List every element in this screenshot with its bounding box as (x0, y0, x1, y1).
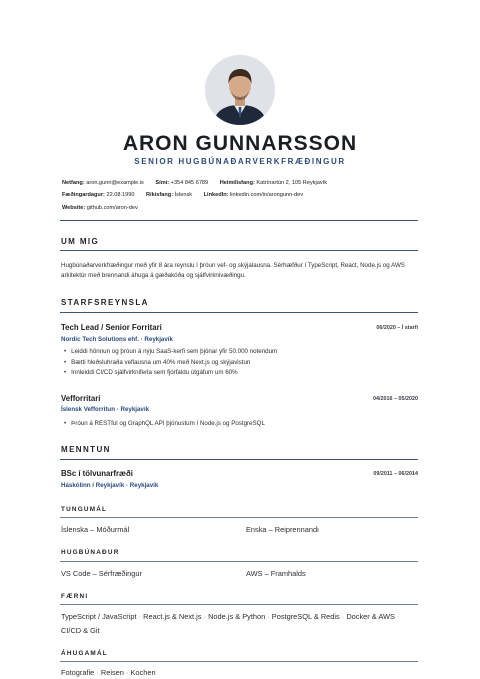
skill-item: Docker & AWS (346, 612, 395, 621)
list-item: • Leiddi hönnun og þróun á nýju SaaS-kerfi sem þjónar yfir 50.000 notendum (64, 347, 277, 358)
birthdate-entry (62, 192, 134, 198)
linkedin-label: LinkedIn: (203, 192, 229, 198)
section-divider (60, 517, 418, 518)
list-item: • Innleiddi CI/CD sjálfvirkniferla sem fjórfaldu útgáfum um 60% (64, 368, 277, 379)
skill-item: Node.js & Python (208, 612, 266, 621)
email-label: Netfang: (62, 180, 85, 186)
skill-item: TypeScript / JavaScript (61, 612, 137, 621)
job-title: Vefforritari (61, 394, 101, 403)
hobby-item: Fotografie (61, 668, 95, 677)
section-divider (60, 459, 418, 460)
phone-entry[interactable] (155, 180, 208, 186)
skill-item: PostgreSQL & Redis (271, 612, 340, 621)
about-text: Hugbúnaðarverkfræðingur með yfir 8 ára reynslu í þróun vef- og skýjalausna. Sérhæfður í TypeScript, React, Node.js og AWS arkitektúr með brennandi áhuga á gæðakóða og sjálfvirknivæðingu. (61, 262, 405, 279)
degree-title: BSc í tölvunarfræði (61, 469, 133, 478)
section-divider (60, 604, 418, 605)
section-divider (60, 250, 418, 251)
contact-row (62, 205, 148, 211)
website-entry[interactable] (62, 205, 138, 211)
job-date: 06/2020 – Í starfi (376, 325, 418, 331)
profile-photo (205, 55, 275, 125)
hobby-item: Kochen (130, 668, 156, 677)
section-divider (60, 312, 418, 313)
job-organization: Nordic Tech Solutions ehf. · Reykjavík (61, 336, 173, 343)
list-item: • Bætti hleðsluhraða veflausna um 40% með Next.js og skýjavistun (64, 358, 277, 369)
email-value: aron.gunn@example.is (86, 180, 144, 186)
email-entry[interactable] (62, 180, 144, 186)
job-date: 04/2016 – 05/2020 (373, 396, 418, 402)
person-portrait-icon (205, 55, 275, 125)
address-entry (220, 180, 327, 186)
phone-value: +354 845 6789 (170, 180, 209, 186)
phone-label: Sími: (155, 180, 170, 186)
linkedin-value: linkedin.com/in/arongunn-dev (230, 192, 304, 198)
software-item: VS Code – Sérfræðingur (61, 569, 142, 578)
section-divider (60, 561, 418, 562)
section-title-experience: STARFSREYNSLA (61, 298, 149, 307)
full-name: ARON GUNNARSSON (122, 132, 358, 155)
section-title-about: UM MIG (61, 237, 100, 246)
school-name: Háskólinn í Reykjavík · Reykjavík (61, 482, 159, 489)
job-title: Tech Lead / Senior Forritari (61, 323, 162, 332)
nationality-label: Ríkisfang: (146, 192, 174, 198)
language-item: Íslenska – Móðurmál (61, 525, 130, 534)
website-label: Website: (62, 205, 86, 211)
address-label: Heimilisfang: (219, 180, 255, 186)
header-divider (60, 220, 418, 221)
address-value: Katrínartún 2, 105 Reykjavík (256, 180, 328, 186)
birthdate-label: Fæðingardagur: (62, 192, 105, 198)
linkedin-entry[interactable] (204, 192, 304, 198)
contact-row (62, 192, 313, 198)
job-achievements (64, 347, 277, 379)
education-date: 09/2011 – 06/2014 (373, 471, 418, 477)
section-title-languages: TUNGUMÁL (61, 506, 108, 513)
job-organization: Íslensk Vefforritun · Reykjavík (61, 406, 150, 413)
job-achievements (64, 419, 265, 430)
contact-row (62, 180, 337, 186)
section-title-skills: FÆRNI (61, 593, 89, 600)
website-value: github.com/aron-dev (86, 205, 138, 211)
section-title-software: HUGBÚNAÐUR (61, 549, 120, 556)
list-item: • Þróun á RESTful og GraphQL API þjónustum í Node.js og PostgreSQL (64, 419, 265, 430)
section-divider (60, 661, 418, 662)
section-title-hobbies: ÁHUGAMÁL (61, 650, 108, 657)
hobbies-list: Fotografie · Reisen · Kochen (61, 668, 156, 677)
nationality-entry (146, 192, 192, 198)
hobby-item: Reisen (100, 668, 124, 677)
language-item: Enska – Reiprennandi (246, 525, 319, 534)
skill-item: React.js & Next.js (143, 612, 202, 621)
software-item: AWS – Framhalds (246, 569, 306, 578)
birthdate-value: 22.08.1990 (106, 192, 135, 198)
section-title-education: MENNTUN (61, 445, 111, 454)
job-role-title: SENIOR HUGBÚNAÐARVERKFRÆÐINGUR (134, 157, 346, 166)
skill-item: CI/CD & Git (61, 626, 100, 635)
nationality-value: Íslensk (174, 192, 193, 198)
skills-list: TypeScript / JavaScript · React.js & Next.js · Node.js & Python · PostgreSQL & Redis · Docker & AWS · CI/CD & Git (61, 612, 400, 635)
